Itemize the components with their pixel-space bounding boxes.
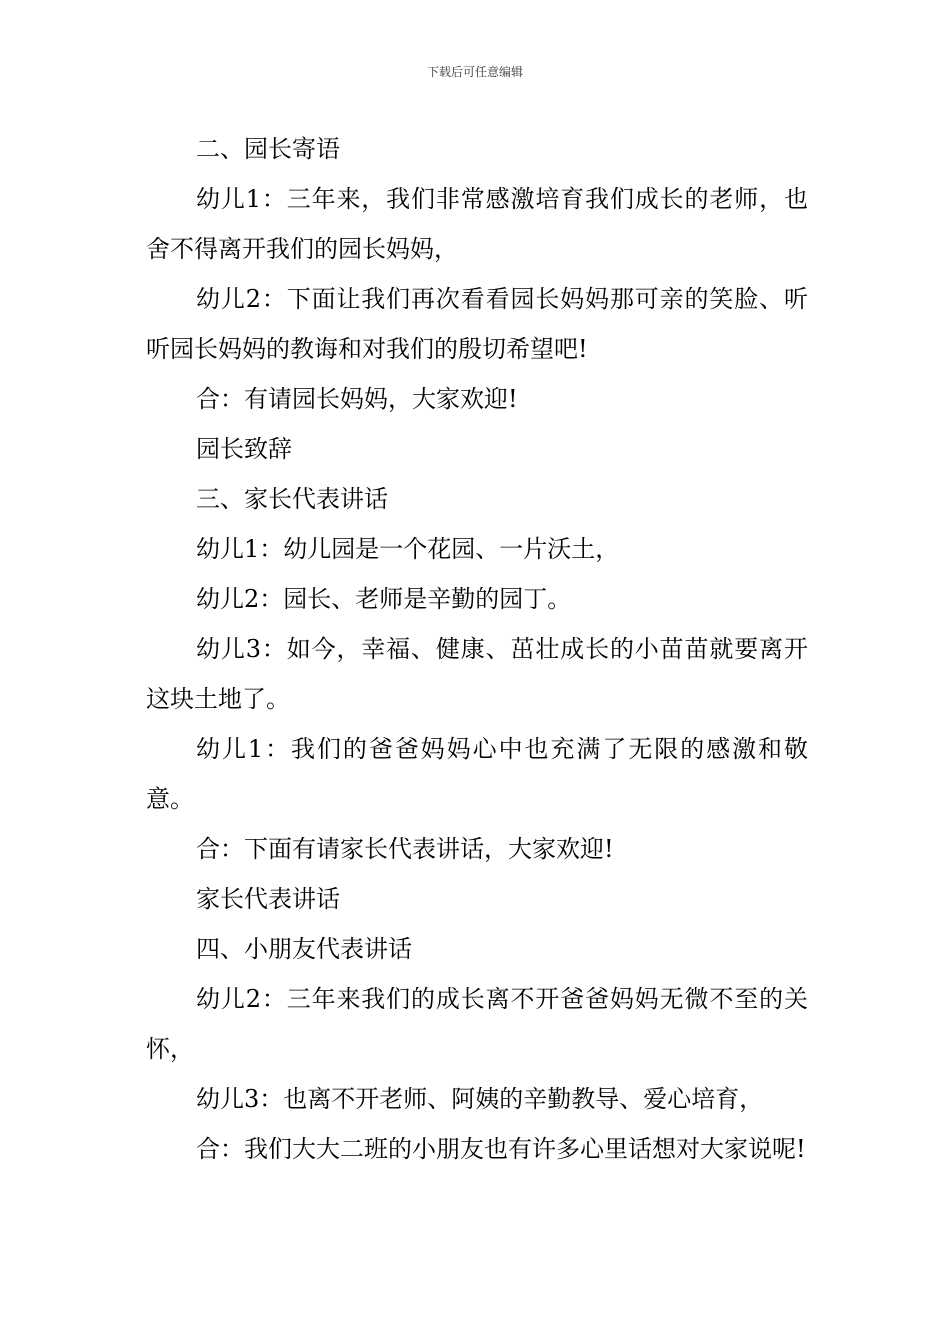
program-item: 家长代表讲话 (196, 885, 340, 913)
section-heading-3: 三、家长代表讲话 (196, 485, 388, 513)
page-header: 下载后可任意编辑 (426, 65, 523, 79)
dialogue-line: 幼儿1：我们的爸爸妈妈心中也充满了无限的感激和敬意。 (146, 735, 808, 813)
dialogue-line: 幼儿1：三年来，我们非常感激培育我们成长的老师，也舍不得离开我们的园长妈妈， (146, 185, 808, 263)
document-body (146, 124, 808, 1174)
section-heading-2: 二、园长寄语 (196, 135, 340, 163)
dialogue-line: 幼儿2：三年来我们的成长离不开爸爸妈妈无微不至的关怀， (146, 985, 808, 1063)
dialogue-line: 合：我们大大二班的小朋友也有许多心里话想对大家说呢! (196, 1135, 806, 1163)
dialogue-line: 幼儿2：下面让我们再次看看园长妈妈那可亲的笑脸、听听园长妈妈的教诲和对我们的殷切希望吧! (146, 285, 808, 363)
dialogue-line: 幼儿3：也离不开老师、阿姨的辛勤教导、爱心培育， (196, 1085, 764, 1113)
dialogue-line: 合：下面有请家长代表讲话，大家欢迎! (196, 835, 614, 863)
dialogue-line: 幼儿3：如今，幸福、健康、茁壮成长的小苗苗就要离开这块土地了。 (146, 635, 808, 713)
dialogue-line: 合：有请园长妈妈，大家欢迎! (196, 385, 518, 413)
program-item: 园长致辞 (196, 435, 292, 463)
dialogue-line: 幼儿1：幼儿园是一个花园、一片沃土， (196, 535, 620, 563)
dialogue-line: 幼儿2：园长、老师是辛勤的园丁。 (196, 585, 572, 613)
section-heading-4: 四、小朋友代表讲话 (196, 935, 412, 963)
